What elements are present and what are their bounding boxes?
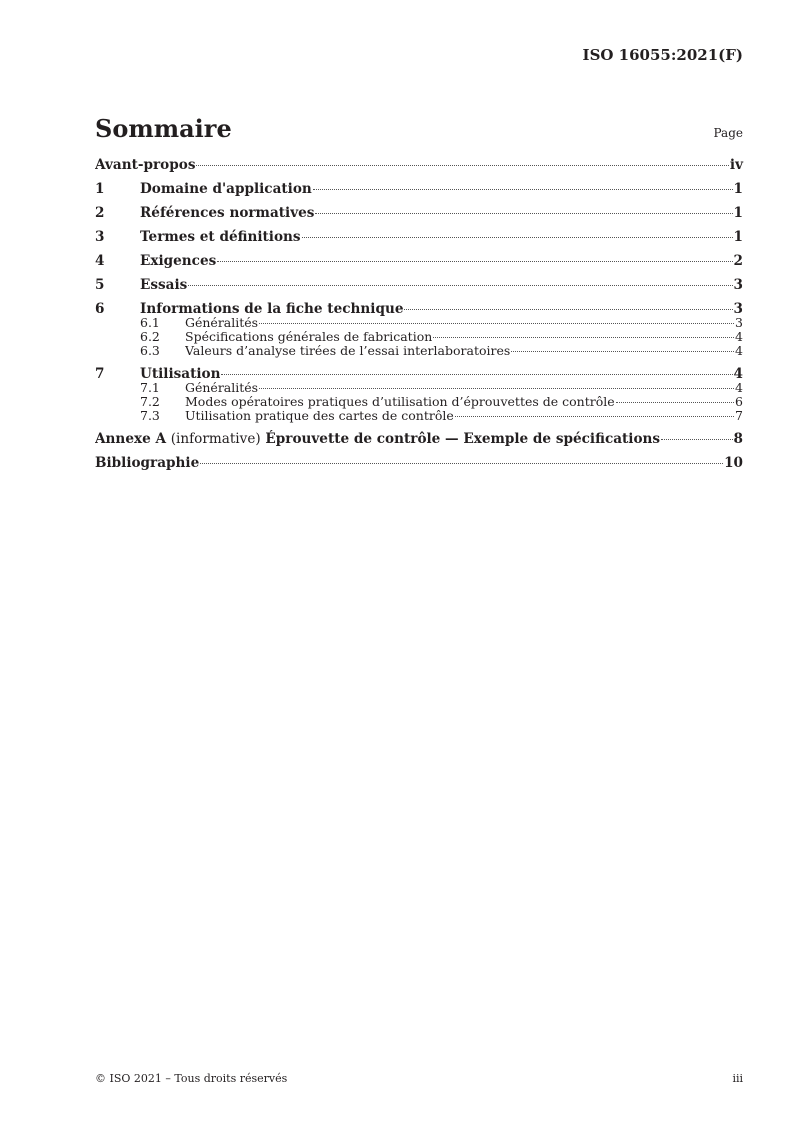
page-title: Sommaire (95, 114, 232, 143)
toc-entry-title: Avant-propos (95, 157, 196, 173)
toc-entry-title: Modes opératoires pratiques d’utilisation d’éprouvettes de contrôle (185, 395, 615, 409)
toc-entry-section-1[interactable] (95, 177, 743, 201)
document-id: ISO 16055:2021(F) (582, 46, 743, 64)
toc-entry-number: 6 (95, 301, 105, 317)
toc-entry-number: 7.2 (140, 394, 160, 409)
toc-subentry-6-1[interactable] (95, 316, 743, 330)
toc-entry-title: Généralités (185, 316, 259, 330)
dot-leader (404, 309, 732, 310)
toc-entry-page: 10 (724, 455, 743, 471)
toc-entry-page: 4 (735, 329, 743, 344)
toc-entry-page: 3 (733, 277, 743, 293)
dot-leader (200, 463, 723, 464)
toc-header (95, 110, 743, 144)
annex-label: Annexe A (95, 431, 166, 447)
toc-subentry-6-2[interactable] (95, 330, 743, 344)
toc-entry-number: 6.1 (140, 315, 160, 330)
dot-leader (616, 402, 734, 403)
toc-entry-number: 6.2 (140, 329, 160, 344)
toc-entry-page: 3 (733, 301, 743, 317)
dot-leader (259, 388, 734, 389)
dot-leader (196, 165, 728, 166)
toc-entry-number: 5 (95, 277, 105, 293)
toc-entry-page: 1 (733, 205, 743, 221)
dot-leader (315, 213, 732, 214)
toc-entry-title: Références normatives (140, 205, 315, 221)
toc-entry-page: 4 (735, 380, 743, 395)
toc-entry-title: Informations de la fiche technique (140, 301, 404, 317)
dot-leader (221, 374, 732, 375)
toc-entry-page: 3 (735, 315, 743, 330)
toc-entry-page: 4 (735, 343, 743, 358)
toc-entry-title: Bibliographie (95, 455, 200, 471)
toc-entry-page: 1 (733, 181, 743, 197)
toc-entry-title: Domaine d'application (140, 181, 312, 197)
dot-leader (661, 439, 732, 440)
toc-entry-section-3[interactable] (95, 225, 743, 249)
toc-subentry-7-2[interactable] (95, 395, 743, 409)
toc-entry-page: iv (729, 157, 743, 173)
table-of-contents (95, 153, 743, 475)
toc-entry-page: 6 (735, 394, 743, 409)
toc-entry-title: Exigences (140, 253, 217, 269)
dot-leader (188, 285, 732, 286)
toc-entry-section-5[interactable] (95, 273, 743, 297)
toc-entry-number: 6.3 (140, 343, 160, 358)
toc-entry-title: Termes et définitions (140, 229, 301, 245)
toc-entry-title (95, 427, 660, 451)
copyright-notice: © ISO 2021 – Tous droits réservés (95, 1072, 288, 1085)
dot-leader (302, 237, 733, 238)
toc-entry-title: Valeurs d’analyse tirées de l’essai interlaboratoires (185, 344, 511, 358)
toc-entry-avant-propos[interactable] (95, 153, 743, 177)
toc-entry-annex-a[interactable] (95, 427, 743, 451)
toc-entry-title: Essais (140, 277, 188, 293)
toc-entry-title: Utilisation pratique des cartes de contrôle (185, 409, 454, 423)
toc-subentry-6-3[interactable] (95, 344, 743, 358)
annex-type: (informative) (170, 431, 261, 447)
toc-entry-number: 7 (95, 366, 105, 382)
dot-leader (313, 189, 733, 190)
dot-leader (455, 416, 734, 417)
toc-entry-title: Utilisation (140, 366, 221, 382)
dot-leader (511, 351, 734, 352)
toc-entry-number: 3 (95, 229, 105, 245)
toc-entry-number: 4 (95, 253, 105, 269)
annex-title: Éprouvette de contrôle — Exemple de spécifications (265, 431, 661, 447)
toc-entry-section-4[interactable] (95, 249, 743, 273)
toc-entry-number: 7.3 (140, 408, 160, 423)
toc-entry-title: Spécifications générales de fabrication (185, 330, 433, 344)
toc-subentry-7-1[interactable] (95, 381, 743, 395)
toc-entry-number: 1 (95, 181, 105, 197)
toc-entry-bibliography[interactable] (95, 451, 743, 475)
page-column-label: Page (713, 126, 743, 140)
toc-subentry-7-3[interactable] (95, 409, 743, 423)
dot-leader (217, 261, 732, 262)
toc-entry-number: 7.1 (140, 380, 160, 395)
dot-leader (259, 323, 734, 324)
toc-entry-page: 4 (733, 366, 743, 382)
toc-entry-section-2[interactable] (95, 201, 743, 225)
page-number: iii (732, 1072, 743, 1085)
toc-entry-page: 2 (733, 253, 743, 269)
toc-entry-page: 8 (733, 431, 743, 447)
toc-entry-page: 1 (733, 229, 743, 245)
toc-entry-title: Généralités (185, 381, 259, 395)
toc-entry-number: 2 (95, 205, 105, 221)
toc-entry-page: 7 (735, 408, 743, 423)
dot-leader (433, 337, 734, 338)
